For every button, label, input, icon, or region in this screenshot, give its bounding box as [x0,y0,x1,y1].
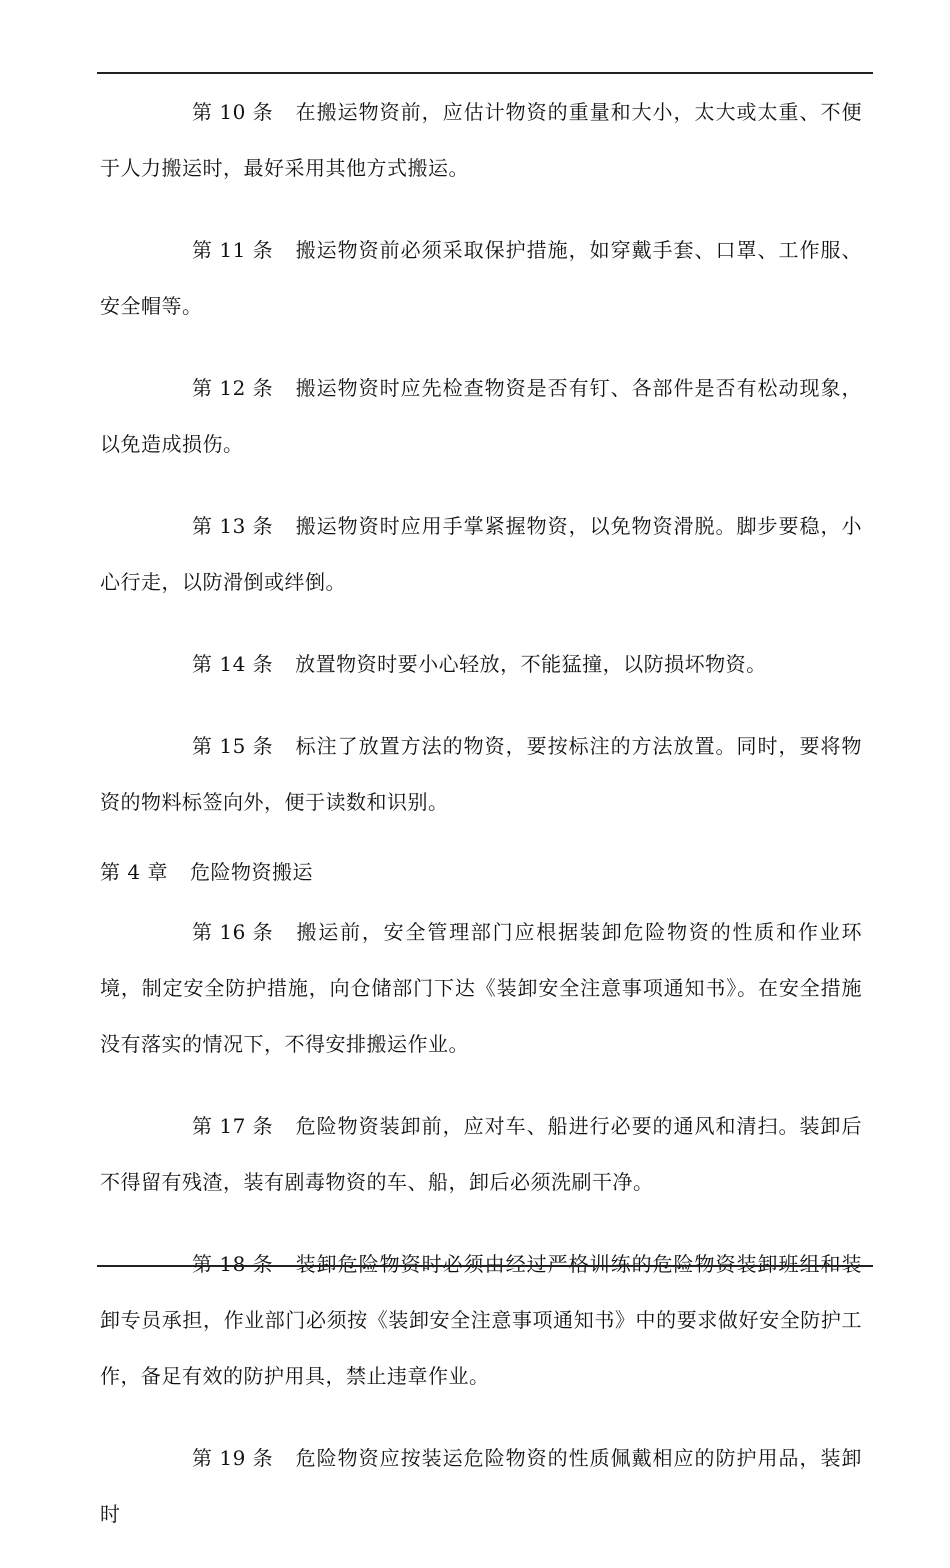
article-text: 搬运前，安全管理部门应根据装卸危险物资的性质和作业环境，制定安全防护措施，向仓储部门下达《装卸安全注意事项通知书》。在安全措施没有落实的情况下，不得安排搬运作业。 [100,920,862,1056]
article-15 [100,718,862,830]
footer-rule [97,1265,873,1267]
article-text: 搬运物资时应先检查物资是否有钉、各部件是否有松动现象，以免造成损伤。 [100,376,862,456]
article-number: 第 12 条 [192,376,274,400]
article-number: 第 18 条 [192,1252,274,1276]
article-text: 搬运物资时应用手掌紧握物资，以免物资滑脱。脚步要稳，小心行走，以防滑倒或绊倒。 [100,514,862,594]
article-text: 标注了放置方法的物资，要按标注的方法放置。同时，要将物资的物料标签向外，便于读数和识别。 [100,734,862,814]
article-13 [100,498,862,610]
article-14 [100,636,862,692]
article-17 [100,1098,862,1210]
article-text: 放置物资时要小心轻放，不能猛撞，以防损坏物资。 [295,652,767,676]
article-19 [100,1430,862,1542]
article-text: 在搬运物资前，应估计物资的重量和大小，太大或太重、不便于人力搬运时，最好采用其他方式搬运。 [100,100,862,180]
article-10 [100,84,862,196]
article-18 [100,1236,862,1404]
article-number: 第 10 条 [192,100,274,124]
header-rule [97,72,873,74]
chapter-title: 危险物资搬运 [189,860,313,884]
article-text: 危险物资装卸前，应对车、船进行必要的通风和清扫。装卸后不得留有残渣，装有剧毒物资的车、船，卸后必须洗刷干净。 [100,1114,862,1194]
article-number: 第 13 条 [192,514,274,538]
article-number: 第 15 条 [192,734,274,758]
article-text: 危险物资应按装运危险物资的性质佩戴相应的防护用品，装卸时 [100,1446,862,1526]
chapter-number: 第 4 章 [100,860,168,884]
article-number: 第 11 条 [192,238,274,262]
article-12 [100,360,862,472]
article-number: 第 19 条 [192,1446,274,1470]
article-text: 搬运物资前必须采取保护措施，如穿戴手套、口罩、工作服、安全帽等。 [100,238,862,318]
article-number: 第 16 条 [192,920,274,944]
article-text: 装卸危险物资时必须由经过严格训练的危险物资装卸班组和装卸专员承担，作业部门必须按《装卸安全注意事项通知书》中的要求做好安全防护工作，备足有效的防护用具，禁止违章作业。 [100,1252,862,1388]
article-11 [100,222,862,334]
article-number: 第 14 条 [192,652,274,676]
article-number: 第 17 条 [192,1114,274,1138]
article-16 [100,904,862,1072]
document-body [100,84,862,1568]
chapter-heading [100,844,862,900]
